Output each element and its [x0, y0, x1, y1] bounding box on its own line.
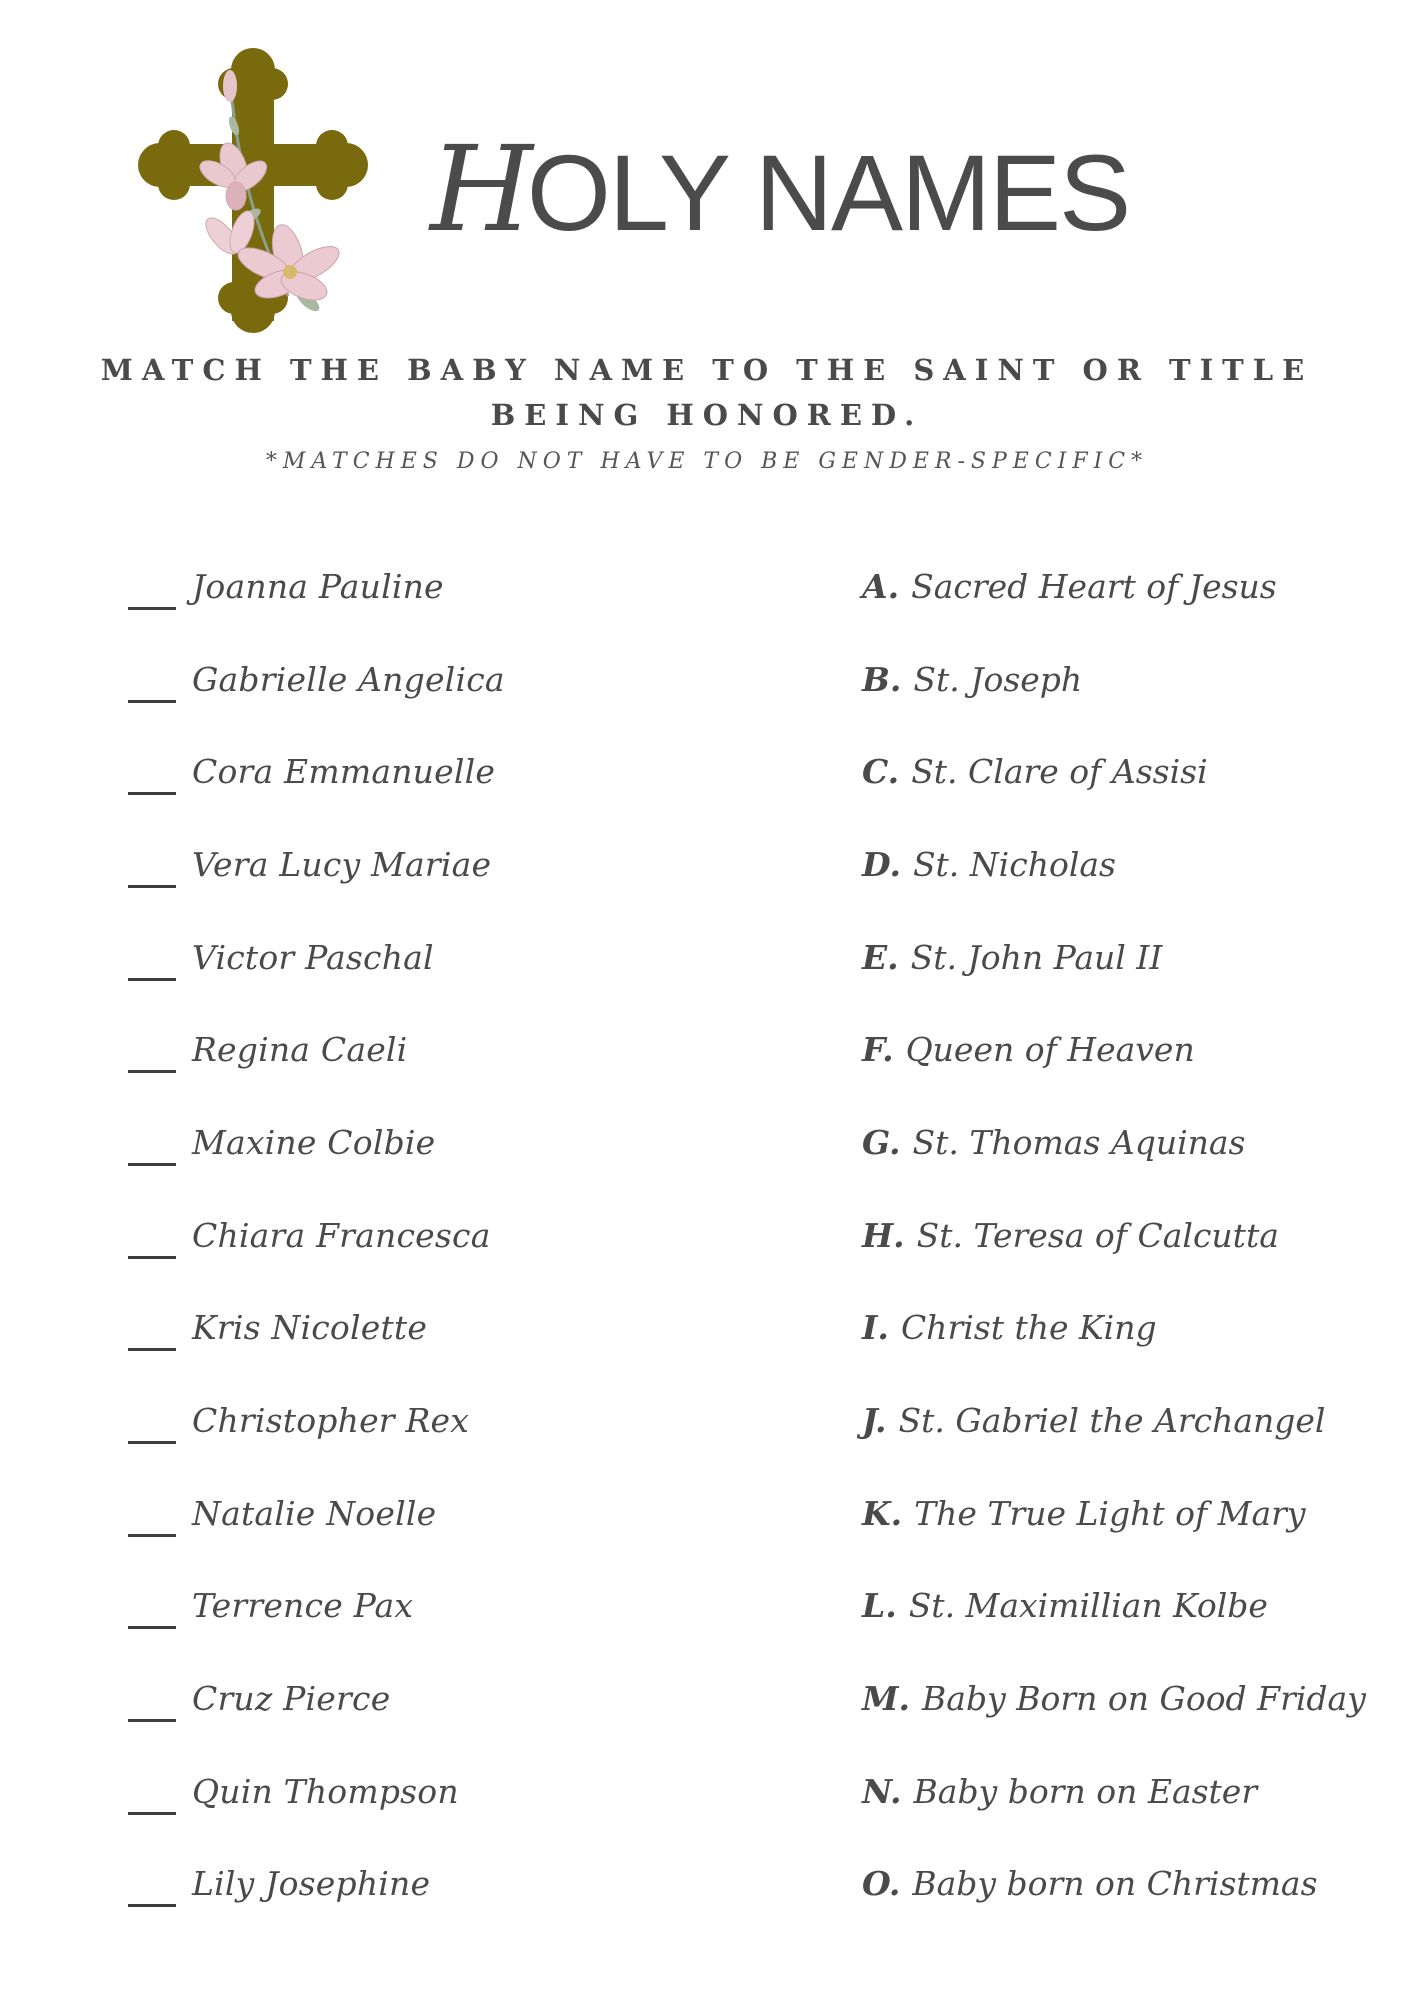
answer-blank[interactable] — [128, 1050, 176, 1073]
answer-text: St. Nicholas — [912, 844, 1116, 884]
answer-text: The True Light of Mary — [914, 1493, 1306, 1533]
answer-item — [862, 911, 1382, 1004]
page-title — [430, 120, 1230, 258]
answer-letter: I. — [862, 1308, 889, 1348]
answer-letter: E. — [862, 937, 899, 977]
answer-letter: G. — [862, 1122, 901, 1162]
answer-letter: B. — [862, 659, 902, 699]
answer-item — [862, 540, 1382, 633]
baby-name: Cora Emmanuelle — [192, 752, 496, 792]
answer-blank[interactable] — [128, 1606, 176, 1629]
answer-letter: L. — [862, 1586, 897, 1626]
answer-item — [862, 1560, 1382, 1653]
page-title-rest: OLY NAMES — [526, 132, 1130, 253]
name-item — [128, 1838, 688, 1931]
name-item — [128, 1374, 688, 1467]
name-item — [128, 1745, 688, 1838]
answer-text: Baby born on Easter — [913, 1771, 1258, 1811]
cross-flower-illustration — [138, 46, 368, 336]
baby-name: Chiara Francesca — [192, 1215, 491, 1255]
answer-blank[interactable] — [128, 1514, 176, 1537]
answer-blank[interactable] — [128, 1328, 176, 1351]
cross-icon — [138, 46, 368, 336]
answer-text: St. Teresa of Calcutta — [916, 1215, 1279, 1255]
answer-blank[interactable] — [128, 1699, 176, 1722]
answer-letter: O. — [862, 1864, 901, 1904]
answer-item — [862, 633, 1382, 726]
gender-note: *MATCHES DO NOT HAVE TO BE GENDER-SPECIFIC* — [265, 449, 1149, 474]
name-item — [128, 1467, 688, 1560]
page-title-initial: H — [430, 120, 531, 258]
answer-text: St. Thomas Aquinas — [912, 1122, 1246, 1162]
answer-blank[interactable] — [128, 1236, 176, 1259]
answer-letter: J. — [862, 1401, 887, 1441]
answer-item — [862, 1652, 1382, 1745]
name-item — [128, 1282, 688, 1375]
baby-name: Kris Nicolette — [192, 1308, 428, 1348]
answer-text: Baby Born on Good Friday — [922, 1679, 1366, 1719]
instruction-text: MATCH THE BABY NAME TO THE SAINT OR TITLE BEING HONORED. — [100, 353, 1314, 432]
baby-name: Vera Lucy Mariae — [192, 844, 492, 884]
answer-item — [862, 725, 1382, 818]
baby-name: Regina Caeli — [192, 1030, 408, 1070]
baby-name: Victor Paschal — [192, 937, 434, 977]
answer-item — [862, 1838, 1382, 1931]
answer-letter: A. — [862, 566, 900, 606]
answer-letter: M. — [862, 1679, 911, 1719]
answer-letter: C. — [862, 752, 900, 792]
answer-text: St. John Paul II — [910, 937, 1163, 977]
answer-item — [862, 1374, 1382, 1467]
name-item — [128, 633, 688, 726]
name-item — [128, 540, 688, 633]
answer-letter: N. — [862, 1771, 902, 1811]
name-item — [128, 725, 688, 818]
answer-blank[interactable] — [128, 680, 176, 703]
answer-letter: D. — [862, 844, 901, 884]
answer-text: St. Maximillian Kolbe — [908, 1586, 1268, 1626]
name-item — [128, 1096, 688, 1189]
baby-name: Natalie Noelle — [192, 1493, 437, 1533]
answer-item — [862, 1003, 1382, 1096]
name-item — [128, 1189, 688, 1282]
answer-blank[interactable] — [128, 865, 176, 888]
baby-name: Christopher Rex — [192, 1401, 470, 1441]
answer-text: St. Clare of Assisi — [911, 752, 1208, 792]
name-item — [128, 1003, 688, 1096]
answer-text: Baby born on Christmas — [912, 1864, 1318, 1904]
answer-item — [862, 818, 1382, 911]
baby-name: Lily Josephine — [192, 1864, 431, 1904]
name-item — [128, 911, 688, 1004]
baby-name: Cruz Pierce — [192, 1679, 391, 1719]
saint-title-list — [862, 540, 1382, 1930]
answer-blank[interactable] — [128, 1884, 176, 1907]
answer-letter: F. — [862, 1030, 894, 1070]
answer-item — [862, 1467, 1382, 1560]
answer-letter: H. — [862, 1215, 905, 1255]
answer-blank[interactable] — [128, 958, 176, 981]
baby-name: Joanna Pauline — [192, 566, 444, 606]
name-item — [128, 818, 688, 911]
answer-item — [862, 1282, 1382, 1375]
baby-name-list — [128, 540, 688, 1930]
answer-text: St. Gabriel the Archangel — [898, 1401, 1326, 1441]
answer-blank[interactable] — [128, 587, 176, 610]
answer-item — [862, 1096, 1382, 1189]
answer-text: St. Joseph — [913, 659, 1083, 699]
baby-name: Quin Thompson — [192, 1771, 459, 1811]
baby-name: Terrence Pax — [192, 1586, 414, 1626]
answer-letter: K. — [862, 1493, 903, 1533]
answer-item — [862, 1745, 1382, 1838]
answer-item — [862, 1189, 1382, 1282]
answer-blank[interactable] — [128, 1792, 176, 1815]
answer-blank[interactable] — [128, 1421, 176, 1444]
baby-name: Maxine Colbie — [192, 1122, 436, 1162]
answer-blank[interactable] — [128, 1143, 176, 1166]
baby-name: Gabrielle Angelica — [192, 659, 505, 699]
answer-text: Sacred Heart of Jesus — [911, 566, 1277, 606]
name-item — [128, 1560, 688, 1653]
name-item — [128, 1652, 688, 1745]
answer-text: Christ the King — [900, 1308, 1157, 1348]
answer-text: Queen of Heaven — [905, 1030, 1195, 1070]
answer-blank[interactable] — [128, 772, 176, 795]
